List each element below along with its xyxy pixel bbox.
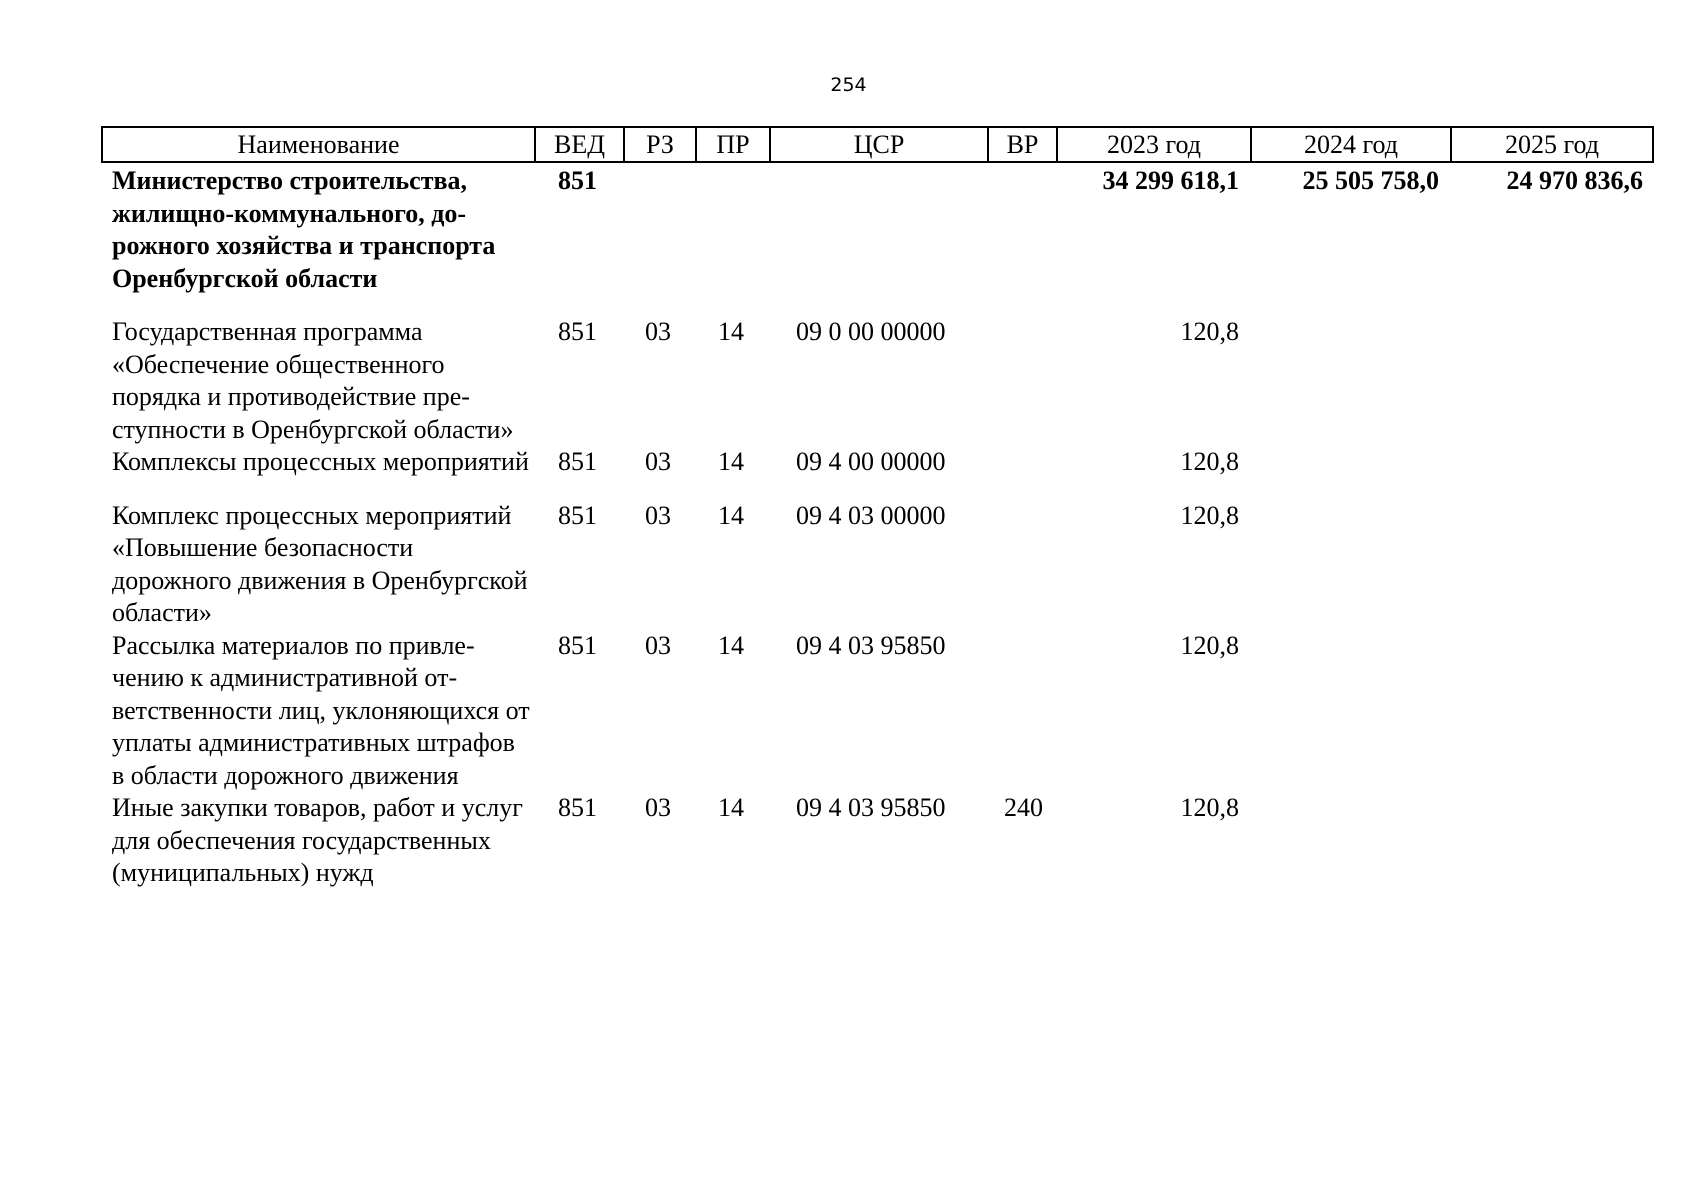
cell-rz: 03 — [645, 500, 671, 530]
table-row — [102, 316, 1653, 446]
header-2024: 2024 год — [1251, 127, 1451, 162]
cell-name: Министерство строительства, жилищно-коммунального, дорожного хозяйства и транспорта Оренбургской области — [112, 166, 496, 293]
cell-name: Комплекс процессных мероприятий «Повышение безопасности дорожного движения в Оренбургской области» — [112, 500, 528, 627]
cell-name: Иные закупки товаров, работ и услуг для обеспечения государственных (муниципальных) нужд — [112, 793, 523, 887]
cell-ved: 851 — [558, 317, 597, 346]
cell-rz — [624, 162, 696, 316]
cell-2024 — [1251, 630, 1451, 793]
table-row — [102, 446, 1653, 500]
cell-pr: 14 — [718, 317, 744, 346]
cell-ved: 851 — [558, 793, 597, 822]
cell-vr — [988, 316, 1057, 446]
cell-name: Комплексы процессных мероприятий — [112, 447, 529, 476]
cell-csr: 09 0 00 00000 — [796, 317, 946, 346]
cell-2023: 120,8 — [1180, 317, 1239, 346]
cell-ved: 851 — [558, 630, 597, 660]
cell-pr — [696, 162, 770, 316]
header-2025: 2025 год — [1451, 127, 1653, 162]
cell-2023: 120,8 — [1180, 447, 1239, 476]
cell-rz: 03 — [645, 630, 671, 660]
table-body — [102, 162, 1653, 890]
cell-vr — [988, 630, 1057, 793]
cell-vr — [988, 500, 1057, 630]
cell-name: Рассылка материалов по привлечению к административной ответственности лиц, уклоняющихся от уплаты административных штрафов в области дорожного движения — [112, 630, 530, 790]
header-vr: ВР — [988, 127, 1057, 162]
cell-pr: 14 — [718, 447, 744, 476]
cell-rz: 03 — [645, 447, 671, 476]
cell-2025 — [1451, 316, 1653, 446]
cell-csr — [770, 162, 988, 316]
cell-2025 — [1451, 792, 1653, 890]
cell-2025: 24 970 836,6 — [1506, 166, 1643, 195]
header-ved: ВЕД — [535, 127, 624, 162]
cell-rz: 03 — [645, 793, 671, 822]
cell-2025 — [1451, 446, 1653, 500]
cell-csr: 09 4 00 00000 — [796, 447, 946, 476]
table-row — [102, 792, 1653, 890]
header-csr: ЦСР — [770, 127, 988, 162]
cell-vr — [988, 162, 1057, 316]
cell-2024 — [1251, 316, 1451, 446]
table-row — [102, 162, 1653, 316]
cell-csr: 09 4 03 00000 — [796, 500, 946, 530]
cell-2024: 25 505 758,0 — [1302, 166, 1439, 195]
cell-pr: 14 — [718, 630, 744, 660]
cell-name: Государственная программа «Обеспечение общественного порядка и противодействие преступности в Оренбургской области» — [112, 317, 514, 444]
header-row — [102, 127, 1653, 162]
page-number: 254 — [830, 74, 867, 96]
cell-ved: 851 — [558, 500, 597, 530]
table-row — [102, 500, 1653, 630]
cell-vr — [988, 446, 1057, 500]
cell-2024 — [1251, 500, 1451, 630]
cell-2025 — [1451, 500, 1653, 630]
cell-2023: 34 299 618,1 — [1102, 166, 1239, 195]
budget-table — [101, 126, 1654, 890]
cell-rz: 03 — [645, 317, 671, 346]
cell-pr: 14 — [718, 500, 744, 530]
cell-2025 — [1451, 630, 1653, 793]
table-header — [102, 127, 1653, 162]
cell-2023: 120,8 — [1180, 500, 1239, 530]
cell-vr: 240 — [1004, 793, 1043, 822]
cell-2023: 120,8 — [1180, 793, 1239, 822]
header-name: Наименование — [102, 127, 535, 162]
cell-2024 — [1251, 446, 1451, 500]
cell-csr: 09 4 03 95850 — [796, 793, 946, 822]
cell-2024 — [1251, 792, 1451, 890]
cell-ved: 851 — [558, 447, 597, 476]
cell-ved: 851 — [558, 166, 597, 195]
header-pr: ПР — [696, 127, 770, 162]
header-rz: РЗ — [624, 127, 696, 162]
header-2023: 2023 год — [1057, 127, 1251, 162]
cell-pr: 14 — [718, 793, 744, 822]
cell-csr: 09 4 03 95850 — [796, 630, 946, 660]
table-row — [102, 630, 1653, 793]
cell-2023: 120,8 — [1180, 630, 1239, 660]
